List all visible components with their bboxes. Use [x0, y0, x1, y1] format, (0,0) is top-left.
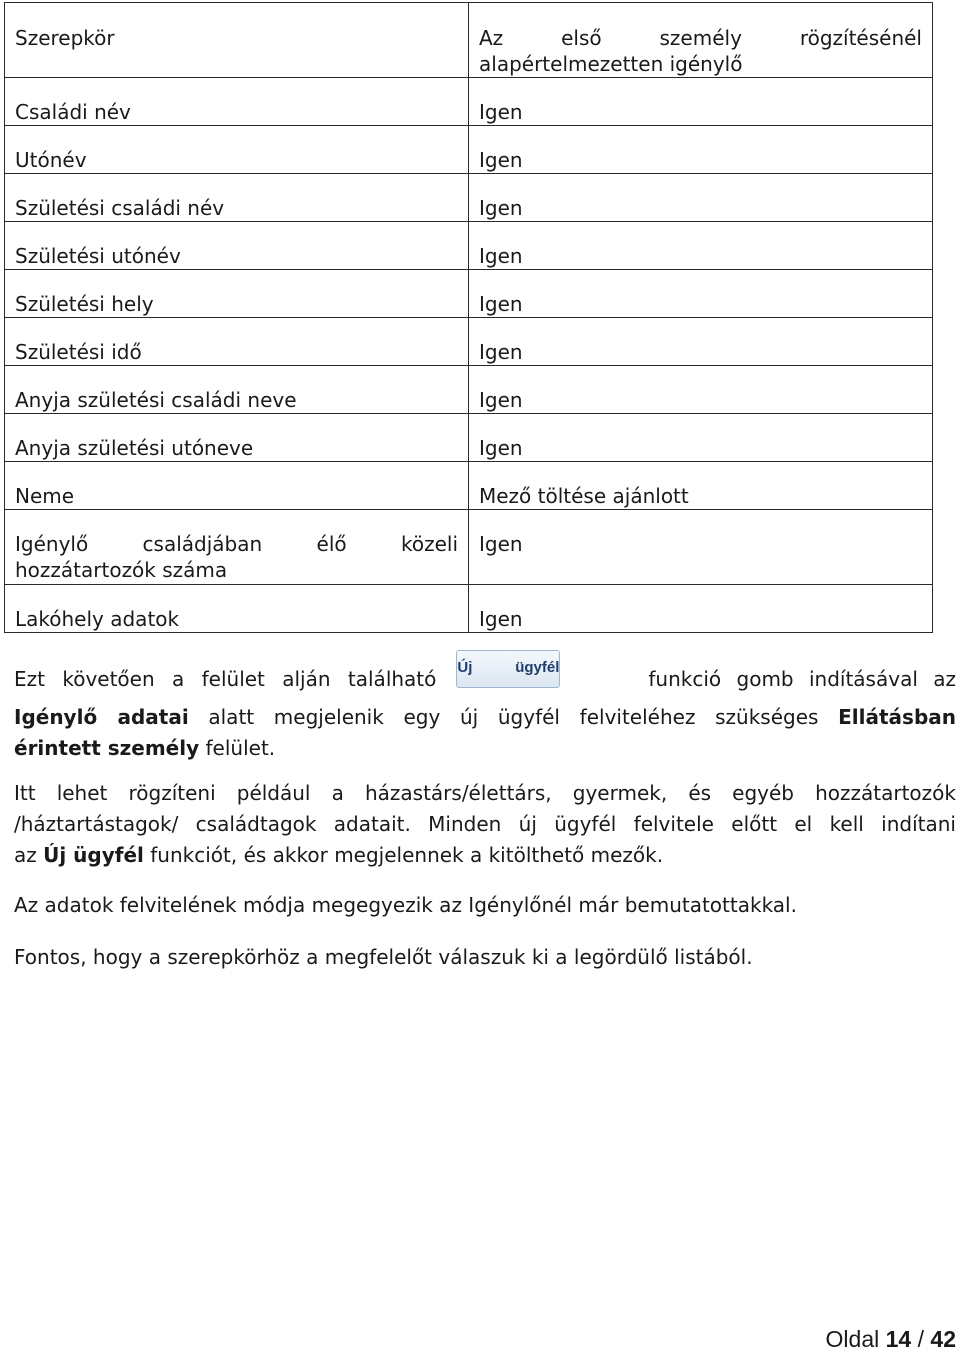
field-value: Igen — [479, 607, 523, 631]
field-cell — [5, 414, 469, 462]
field-label: Családi név — [15, 100, 131, 124]
table-row — [5, 222, 933, 270]
field-cell — [5, 318, 469, 366]
field-cell — [5, 462, 469, 510]
paragraph-line: Itt lehet rögzíteni például a házastárs/élettárs, gyermek, és egyéb hozzátartozók — [14, 781, 956, 805]
value-cell — [469, 510, 933, 585]
bold-term-care: Ellátásban — [838, 705, 956, 729]
field-value: Igen — [479, 292, 523, 316]
value-cell — [469, 462, 933, 510]
field-cell — [5, 366, 469, 414]
table-row — [5, 174, 933, 222]
paragraph-line: Fontos, hogy a szerepkörhöz a megfelelőt válaszuk ki a legördülő listából. — [14, 945, 753, 969]
value-cell — [469, 318, 933, 366]
table-row — [5, 270, 933, 318]
page-number-total: 42 — [930, 1326, 956, 1352]
field-label: Lakóhely adatok — [15, 607, 180, 631]
field-cell — [5, 585, 469, 633]
field-cell — [5, 270, 469, 318]
text-segment: az — [14, 843, 44, 867]
paragraph-line — [14, 702, 956, 733]
paragraph-data-entry-method — [14, 890, 956, 921]
field-cell — [5, 510, 469, 585]
field-value: Igen — [479, 100, 523, 124]
field-label: Születési családi név — [15, 196, 225, 220]
text-segment: felület. — [199, 736, 276, 760]
paragraph-line — [14, 659, 956, 702]
field-cell — [5, 174, 469, 222]
value-cell — [469, 585, 933, 633]
table-row — [5, 78, 933, 126]
field-cell — [5, 222, 469, 270]
paragraph-line: Az adatok felvitelének módja megegyezik az Igénylőnél már bemutatottakkal. — [14, 893, 797, 917]
field-label: Születési idő — [15, 340, 142, 364]
value-cell — [469, 270, 933, 318]
header-role-label: Szerepkör — [15, 26, 115, 50]
field-label: Anyja születési családi neve — [15, 388, 297, 412]
field-label-line1: Igénylő családjában élő közeli — [15, 532, 458, 556]
page-number-separator: / — [911, 1326, 931, 1352]
page-number-current: 14 — [885, 1326, 912, 1352]
field-cell — [5, 78, 469, 126]
bold-term-applicant-data: Igénylő adatai — [14, 705, 189, 729]
bold-term-affected-person: érintett személy — [14, 736, 200, 760]
table-row — [5, 585, 933, 633]
table-row — [5, 414, 933, 462]
text-segment: funkció gomb indításával az — [648, 667, 956, 691]
table-row — [5, 510, 933, 585]
text-segment: alatt megjelenik egy új ügyfél felviteléhez szükséges — [188, 705, 839, 729]
field-requirements-table — [4, 2, 933, 633]
value-cell — [469, 366, 933, 414]
page-number-prefix: Oldal — [825, 1326, 886, 1352]
table-header-row — [5, 3, 933, 78]
paragraph-line: /háztartástagok/ családtagok adatait. Minden új ügyfél felvitele előtt el kell indítani — [14, 812, 956, 836]
page-number — [826, 1326, 956, 1353]
paragraph-line — [14, 840, 956, 871]
value-cell — [469, 78, 933, 126]
field-label-line2: hozzátartozók száma — [15, 558, 228, 582]
value-cell — [469, 414, 933, 462]
header-default-line2: alapértelmezetten igénylő — [479, 52, 743, 76]
header-cell-default — [469, 3, 933, 78]
value-cell — [469, 174, 933, 222]
text-segment: funkciót, és akkor megjelennek a kitölthető mezők. — [143, 843, 664, 867]
table-row — [5, 318, 933, 366]
field-value: Igen — [479, 436, 523, 460]
field-label: Utónév — [15, 148, 87, 172]
header-cell-role — [5, 3, 469, 78]
bold-term-new-client: Új ügyfél — [43, 843, 144, 867]
paragraph-role-selection — [14, 942, 956, 973]
new-client-button-image: Új ügyfél — [456, 650, 560, 688]
header-default-line1: Az első személy rögzítésénél — [479, 26, 922, 50]
value-cell — [469, 222, 933, 270]
field-label: Neme — [15, 484, 75, 508]
paragraph-new-client-intro — [14, 659, 956, 764]
field-value: Igen — [479, 388, 523, 412]
paragraph-household-members — [14, 778, 956, 871]
field-value: Igen — [479, 196, 523, 220]
field-value: Igen — [479, 244, 523, 268]
paragraph-line — [14, 733, 956, 764]
field-value: Igen — [479, 340, 523, 364]
table-row — [5, 462, 933, 510]
table-row — [5, 366, 933, 414]
field-value: Mező töltése ajánlott — [479, 484, 689, 508]
field-value: Igen — [479, 148, 523, 172]
value-cell — [469, 126, 933, 174]
field-value: Igen — [479, 532, 523, 556]
field-label: Születési hely — [15, 292, 154, 316]
field-cell — [5, 126, 469, 174]
text-segment: Ezt követően a felület alján található — [14, 667, 437, 691]
table-row — [5, 126, 933, 174]
field-label: Születési utónév — [15, 244, 181, 268]
field-label: Anyja születési utóneve — [15, 436, 254, 460]
